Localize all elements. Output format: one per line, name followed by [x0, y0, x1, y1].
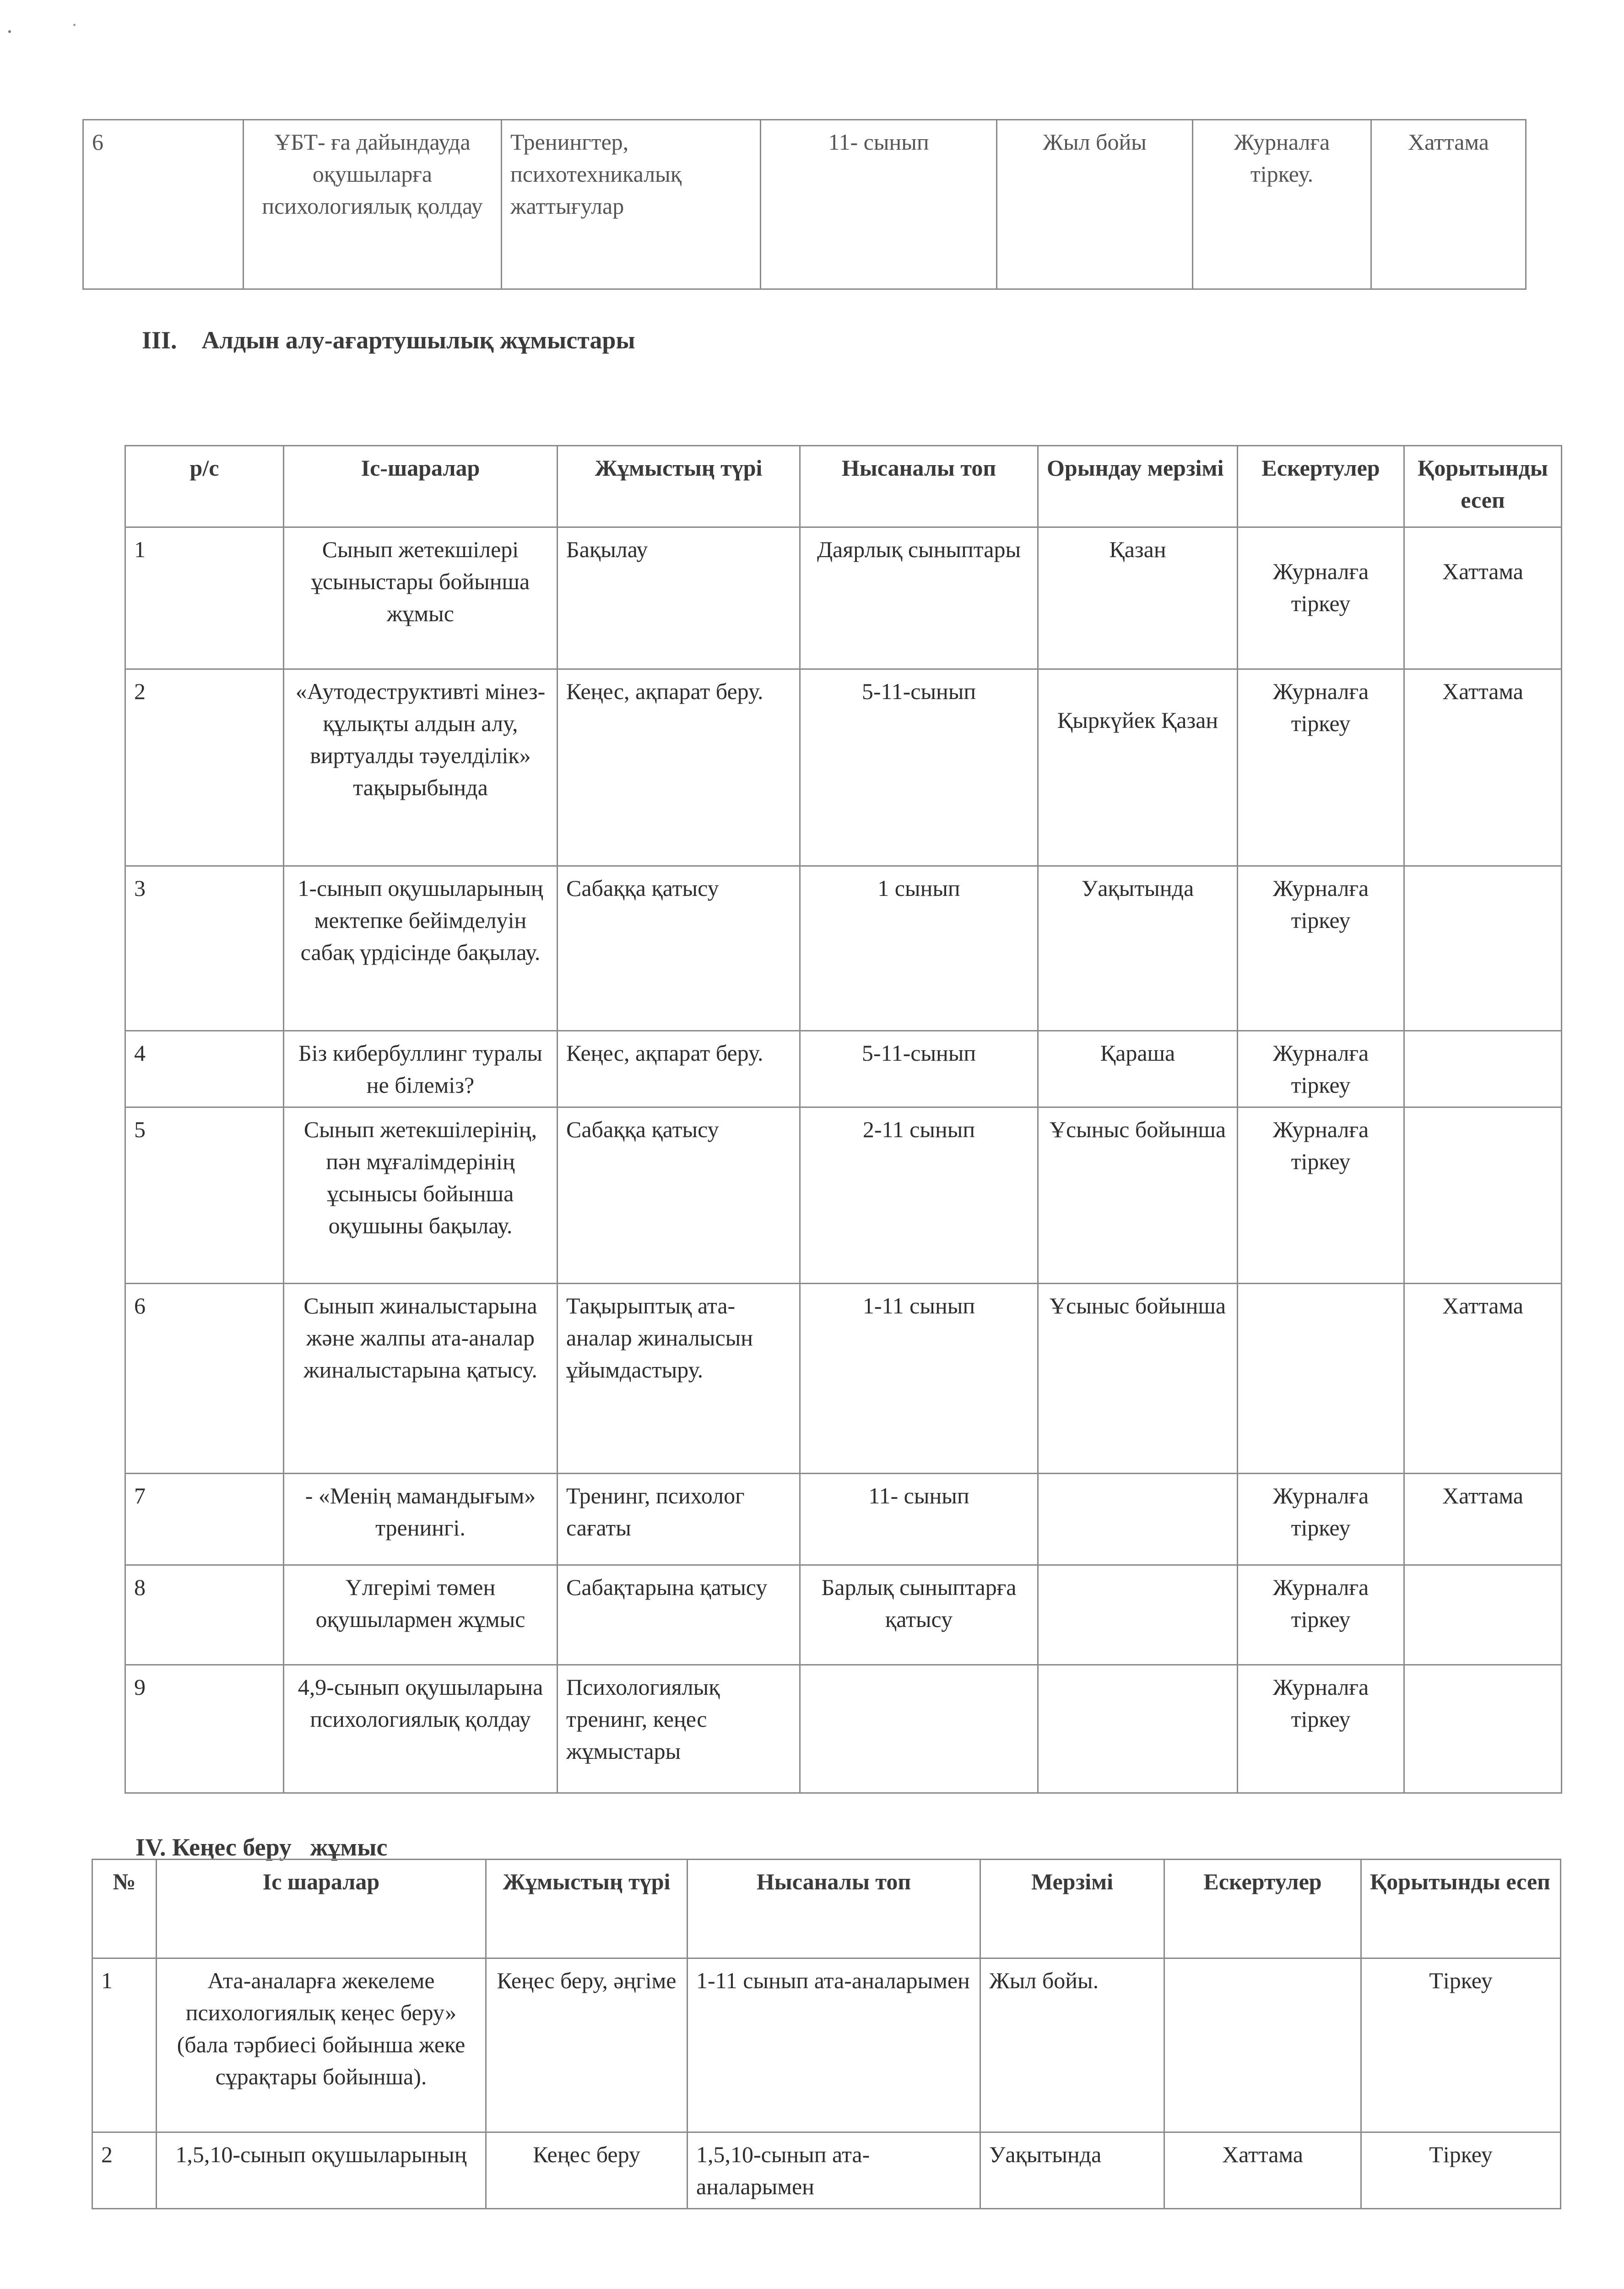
table-row	[125, 1474, 1562, 1565]
header-type: Жұмыстың түрі	[558, 446, 800, 527]
cell-term: Ұсыныс бойынша	[1038, 1284, 1238, 1474]
cell-target	[800, 1665, 1038, 1793]
cell-notes: Журналға тіркеу	[1238, 527, 1404, 669]
table-header-row	[92, 1860, 1561, 1958]
cell-term: Ұсыныс бойынша	[1038, 1107, 1238, 1284]
cell-term	[1038, 1665, 1238, 1793]
cell-type: Кеңес, ақпарат беру.	[558, 669, 800, 866]
cell-target: 11- сынып	[800, 1474, 1038, 1565]
header-report: Қорытынды есеп	[1361, 1860, 1561, 1958]
cell-type: Кеңес беру, әңгіме	[486, 1958, 687, 2132]
cell-number: 6	[83, 120, 244, 289]
cell-term: Жыл бойы	[997, 120, 1193, 289]
header-notes: Ескертулер	[1164, 1860, 1361, 1958]
cell-report: Хаттама	[1404, 527, 1562, 669]
table-row	[125, 669, 1562, 866]
cell-target: 1-11 сынып	[800, 1284, 1038, 1474]
cell-event: Сынып жетекшілерінің, пән мұғалімдерінің ұсынысы бойынша оқушыны бақылау.	[284, 1107, 558, 1284]
cell-event: «Аутодеструктивті мінез-құлықты алдын алу, виртуалды тәуелділік» тақырыбында	[284, 669, 558, 866]
cell-type: Кеңес, ақпарат беру.	[558, 1031, 800, 1107]
header-type: Жұмыстың түрі	[486, 1860, 687, 1958]
cell-number: 1	[92, 1958, 157, 2132]
cell-type: Тақырыптық ата-аналар жиналысын ұйымдастыру.	[558, 1284, 800, 1474]
cell-type: Сабаққа қатысу	[558, 866, 800, 1031]
header-event: Іс шаралар	[157, 1860, 486, 1958]
cell-report: Хаттама	[1404, 669, 1562, 866]
cell-number: 4	[125, 1031, 284, 1107]
cell-target: 1-11 сынып ата-аналарымен	[687, 1958, 980, 2132]
cell-number: 5	[125, 1107, 284, 1284]
header-target: Нысаналы топ	[687, 1860, 980, 1958]
cell-report	[1404, 1031, 1562, 1107]
table-row	[125, 1107, 1562, 1284]
cell-notes: Журналға тіркеу	[1238, 1565, 1404, 1665]
cell-notes: Журналға тіркеу.	[1193, 120, 1371, 289]
cell-target: 5-11-сынып	[800, 1031, 1038, 1107]
cell-number: 9	[125, 1665, 284, 1793]
cell-type: Сабақтарына қатысу	[558, 1565, 800, 1665]
cell-report	[1404, 1665, 1562, 1793]
cell-event: ҰБТ- ға дайындауда оқушыларға психологиялық қолдау	[244, 120, 502, 289]
cell-number: 6	[125, 1284, 284, 1474]
cell-event: 1-сынып оқушыларының мектепке бейімделуін сабақ үрдісінде бақылау.	[284, 866, 558, 1031]
cell-target: 11- сынып	[761, 120, 997, 289]
cell-type: Тренинг, психолог сағаты	[558, 1474, 800, 1565]
cell-target: 5-11-сынып	[800, 669, 1038, 866]
cell-term: Қазан	[1038, 527, 1238, 669]
table-row	[125, 866, 1562, 1031]
cell-type: Сабаққа қатысу	[558, 1107, 800, 1284]
header-target: Нысаналы топ	[800, 446, 1038, 527]
header-report: Қорытынды есеп	[1404, 446, 1562, 527]
cell-type: Кеңес беру	[486, 2132, 687, 2209]
section-heading: III. Алдын алу-ағартушылық жұмыстары	[142, 326, 635, 354]
table-row	[92, 1958, 1561, 2132]
header-term: Орындау мерзімі	[1038, 446, 1238, 527]
cell-target: 1,5,10-сынып ата-аналарымен	[687, 2132, 980, 2209]
scan-mark	[8, 30, 11, 33]
cell-term: Қараша	[1038, 1031, 1238, 1107]
cell-notes: Хаттама	[1164, 2132, 1361, 2209]
cell-report	[1404, 1107, 1562, 1284]
cell-number: 2	[92, 2132, 157, 2209]
cell-report: Хаттама	[1371, 120, 1526, 289]
cell-report: Хаттама	[1404, 1284, 1562, 1474]
table-row	[92, 2132, 1561, 2209]
header-number: р/с	[125, 446, 284, 527]
table-row	[83, 120, 1526, 289]
cell-target: 1 сынып	[800, 866, 1038, 1031]
cell-event: - «Менің мамандығым» тренингі.	[284, 1474, 558, 1565]
cell-number: 1	[125, 527, 284, 669]
section-heading: IV. Кеңес беру жұмыс	[135, 1833, 388, 1861]
cell-notes: Журналға тіркеу	[1238, 669, 1404, 866]
cell-term: Қыркүйек Қазан	[1038, 669, 1238, 866]
cell-number: 8	[125, 1565, 284, 1665]
table-row	[125, 1565, 1562, 1665]
cell-notes: Журналға тіркеу	[1238, 1031, 1404, 1107]
cell-report: Тіркеу	[1361, 2132, 1561, 2209]
cell-notes: Журналға тіркеу	[1238, 1665, 1404, 1793]
cell-notes: Журналға тіркеу	[1238, 866, 1404, 1031]
cell-event: Ата-аналарға жекелеме психологиялық кеңес беру» (бала тәрбиесі бойынша жеке сұрақтары бойынша).	[157, 1958, 486, 2132]
cell-event: Сынып жиналыстарына және жалпы ата-аналар жиналыстарына қатысу.	[284, 1284, 558, 1474]
prevention-table	[125, 445, 1562, 1794]
cell-notes: Журналға тіркеу	[1238, 1474, 1404, 1565]
cell-type: Психологиялық тренинг, кеңес жұмыстары	[558, 1665, 800, 1793]
cell-type: Бақылау	[558, 527, 800, 669]
cell-notes	[1164, 1958, 1361, 2132]
cell-term: Уақытында	[1038, 866, 1238, 1031]
cell-term: Жыл бойы.	[980, 1958, 1164, 2132]
table-row	[125, 1031, 1562, 1107]
cell-event: Сынып жетекшілері ұсыныстары бойынша жұмыс	[284, 527, 558, 669]
cell-term	[1038, 1565, 1238, 1665]
cell-notes	[1238, 1284, 1404, 1474]
cell-target: 2-11 сынып	[800, 1107, 1038, 1284]
cell-report: Тіркеу	[1361, 1958, 1561, 2132]
cell-term: Уақытында	[980, 2132, 1164, 2209]
table-row	[125, 1665, 1562, 1793]
scan-mark	[73, 24, 76, 26]
cell-term	[1038, 1474, 1238, 1565]
cell-report	[1404, 866, 1562, 1031]
cell-number: 7	[125, 1474, 284, 1565]
cell-target: Даярлық сыныптары	[800, 527, 1038, 669]
cell-event: Біз кибербуллинг туралы не білеміз?	[284, 1031, 558, 1107]
header-number: №	[92, 1860, 157, 1958]
cell-event: Үлгерімі төмен оқушылармен жұмыс	[284, 1565, 558, 1665]
cell-report	[1404, 1565, 1562, 1665]
cell-target: Барлық сыныптарға қатысу	[800, 1565, 1038, 1665]
table-row	[125, 527, 1562, 669]
cell-number: 3	[125, 866, 284, 1031]
table-header-row	[125, 446, 1562, 527]
table-row	[125, 1284, 1562, 1474]
cell-report: Хаттама	[1404, 1474, 1562, 1565]
top-table	[82, 119, 1527, 290]
cell-event: 1,5,10-сынып оқушыларының	[157, 2132, 486, 2209]
cell-type: Тренингтер, психотехникалық жаттығулар	[502, 120, 761, 289]
header-term: Мерзімі	[980, 1860, 1164, 1958]
header-notes: Ескертулер	[1238, 446, 1404, 527]
consulting-table	[92, 1859, 1561, 2209]
cell-event: 4,9-сынып оқушыларына психологиялық қолдау	[284, 1665, 558, 1793]
header-event: Іс-шаралар	[284, 446, 558, 527]
cell-number: 2	[125, 669, 284, 866]
cell-notes: Журналға тіркеу	[1238, 1107, 1404, 1284]
